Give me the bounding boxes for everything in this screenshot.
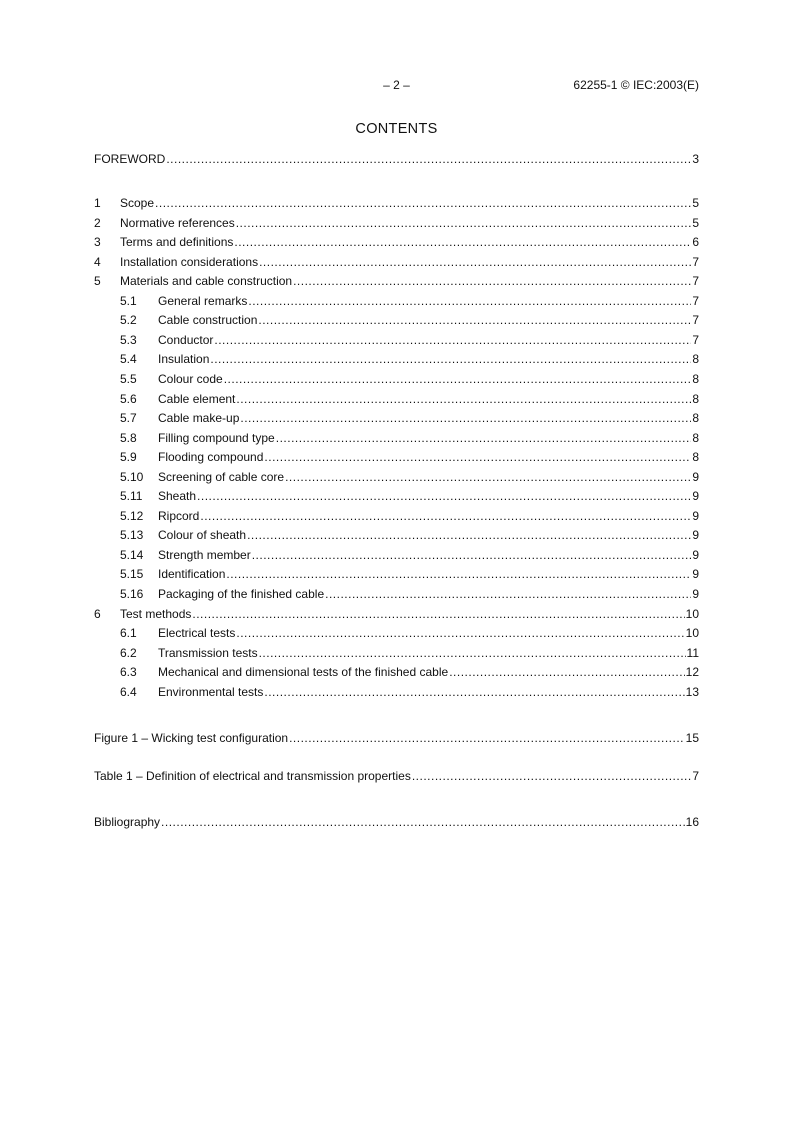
toc-leader-dots <box>276 430 692 446</box>
toc-entry[interactable] <box>120 371 699 387</box>
toc-entry[interactable] <box>94 151 699 167</box>
toc-entry-page: 10 <box>685 626 699 640</box>
toc-entry[interactable] <box>120 332 699 348</box>
contents-title: CONTENTS <box>355 121 438 137</box>
toc-entry-title: Figure 1 – Wicking test configuration <box>94 731 289 745</box>
toc-entry[interactable] <box>94 730 699 746</box>
toc-entry-page: 8 <box>692 450 699 464</box>
toc-entry-number: 5.3 <box>120 333 137 347</box>
toc-leader-dots <box>264 449 691 465</box>
toc-entry[interactable] <box>120 488 699 504</box>
toc-entry-number: 5.1 <box>120 294 137 308</box>
toc-entry-page: 5 <box>692 216 699 230</box>
toc-entry-page: 7 <box>692 333 699 347</box>
document-reference: 62255-1 © IEC:2003(E) <box>573 78 699 92</box>
toc-entry-page: 8 <box>692 352 699 366</box>
toc-entry-number: 5.9 <box>120 450 137 464</box>
toc-entry[interactable] <box>94 195 699 211</box>
toc-entry-title: Sheath <box>158 489 197 503</box>
toc-entry[interactable] <box>120 312 699 328</box>
toc-entry-number: 2 <box>94 216 101 230</box>
toc-entry-page: 8 <box>692 392 699 406</box>
toc-entry-title: General remarks <box>158 294 248 308</box>
page-number: – 2 – <box>383 78 410 92</box>
toc-leader-dots <box>200 508 691 524</box>
toc-leader-dots <box>449 664 684 680</box>
toc-entry-title: Flooding compound <box>158 450 264 464</box>
toc-leader-dots <box>236 391 691 407</box>
toc-entry-page: 8 <box>692 431 699 445</box>
toc-entry[interactable] <box>120 566 699 582</box>
toc-entry-number: 5.11 <box>120 489 143 503</box>
toc-entry-number: 5.14 <box>120 548 144 562</box>
toc-entry-title: Materials and cable construction <box>120 274 293 288</box>
toc-entry-number: 6.3 <box>120 665 137 679</box>
toc-leader-dots <box>252 547 692 563</box>
toc-entry[interactable] <box>120 351 699 367</box>
toc-entry-page: 16 <box>685 815 699 829</box>
toc-entry-title: Screening of cable core <box>158 470 285 484</box>
toc-leader-dots <box>155 195 691 211</box>
toc-entry-number: 5.10 <box>120 470 144 484</box>
toc-entry-title: Colour code <box>158 372 223 386</box>
toc-entry-page: 9 <box>692 548 699 562</box>
toc-entry-number: 6.2 <box>120 646 137 660</box>
toc-entry-page: 7 <box>692 274 699 288</box>
toc-entry-page: 8 <box>692 372 699 386</box>
toc-entry-title: Packaging of the finished cable <box>158 587 325 601</box>
toc-entry-number: 3 <box>94 235 101 249</box>
toc-entry-title: Strength member <box>158 548 251 562</box>
toc-entry[interactable] <box>120 430 699 446</box>
toc-entry-number: 5.5 <box>120 372 137 386</box>
toc-entry-title: Electrical tests <box>158 626 236 640</box>
toc-entry-title: Bibliography <box>94 815 161 829</box>
toc-entry-number: 5.7 <box>120 411 137 425</box>
toc-entry-title: Insulation <box>158 352 210 366</box>
toc-entry[interactable] <box>94 768 699 784</box>
toc-entry-title: Test methods <box>120 607 192 621</box>
toc-entry[interactable] <box>94 234 699 250</box>
toc-entry-page: 9 <box>692 587 699 601</box>
toc-entry-page: 11 <box>686 646 699 660</box>
toc-entry[interactable] <box>120 410 699 426</box>
toc-entry-number: 5.13 <box>120 528 144 542</box>
toc-leader-dots <box>264 684 684 700</box>
toc-entry-page: 7 <box>692 769 699 783</box>
toc-entry-title: Filling compound type <box>158 431 275 445</box>
toc-entry[interactable] <box>120 664 699 680</box>
toc-entry-page: 3 <box>692 152 699 166</box>
toc-leader-dots <box>259 254 691 270</box>
toc-leader-dots <box>210 351 691 367</box>
toc-leader-dots <box>248 293 691 309</box>
toc-entry-title: Normative references <box>120 216 235 230</box>
toc-entry-number: 5.12 <box>120 509 144 523</box>
toc-entry[interactable] <box>120 469 699 485</box>
toc-entry-title: Scope <box>120 196 155 210</box>
toc-leader-dots <box>214 332 691 348</box>
toc-leader-dots <box>293 273 691 289</box>
toc-entry-number: 4 <box>94 255 101 269</box>
toc-entry-page: 13 <box>685 685 699 699</box>
page-header <box>94 78 699 94</box>
toc-leader-dots <box>234 234 691 250</box>
toc-entry-title: Transmission tests <box>158 646 258 660</box>
toc-entry-page: 9 <box>692 509 699 523</box>
toc-leader-dots <box>226 566 691 582</box>
toc-entry[interactable] <box>120 293 699 309</box>
toc-entry-page: 7 <box>692 255 699 269</box>
toc-leader-dots <box>197 488 691 504</box>
toc-entry-title: Cable make-up <box>158 411 240 425</box>
toc-entry-page: 7 <box>692 313 699 327</box>
toc-entry-number: 5.6 <box>120 392 137 406</box>
toc-entry[interactable] <box>120 508 699 524</box>
toc-leader-dots <box>325 586 691 602</box>
toc-entry-page: 6 <box>692 235 699 249</box>
toc-entry-title: Identification <box>158 567 226 581</box>
toc-leader-dots <box>259 645 686 661</box>
toc-leader-dots <box>412 768 691 784</box>
toc-entry-page: 9 <box>692 567 699 581</box>
toc-leader-dots <box>224 371 692 387</box>
toc-entry-number: 5.16 <box>120 587 144 601</box>
toc-leader-dots <box>240 410 691 426</box>
toc-entry-page: 8 <box>692 411 699 425</box>
toc-entry-number: 6.4 <box>120 685 137 699</box>
toc-entry-title: Colour of sheath <box>158 528 247 542</box>
toc-leader-dots <box>161 814 685 830</box>
toc-entry[interactable] <box>94 814 699 830</box>
toc-entry-title: Table 1 – Definition of electrical and transmission properties <box>94 769 411 783</box>
toc-entry-title: Ripcord <box>158 509 200 523</box>
toc-leader-dots <box>236 625 684 641</box>
toc-leader-dots <box>258 312 691 328</box>
toc-entry-number: 1 <box>94 196 101 210</box>
toc-entry[interactable] <box>120 684 699 700</box>
toc-entry[interactable] <box>120 449 699 465</box>
toc-entry[interactable] <box>94 606 699 622</box>
toc-entry-page: 10 <box>685 607 699 621</box>
toc-entry[interactable] <box>94 254 699 270</box>
toc-entry[interactable] <box>94 273 699 289</box>
toc-entry-page: 9 <box>692 470 699 484</box>
toc-entry-title: Cable construction <box>158 313 258 327</box>
toc-entry-number: 5.8 <box>120 431 137 445</box>
toc-entry-title: Environmental tests <box>158 685 264 699</box>
toc-entry-page: 15 <box>685 731 699 745</box>
toc-entry-page: 5 <box>692 196 699 210</box>
toc-entry-title: Mechanical and dimensional tests of the finished cable <box>158 665 449 679</box>
toc-entry-page: 12 <box>685 665 699 679</box>
toc-entry[interactable] <box>120 586 699 602</box>
toc-entry-title: Terms and definitions <box>120 235 234 249</box>
toc-entry-page: 7 <box>692 294 699 308</box>
toc-entry-page: 9 <box>692 489 699 503</box>
toc-entry-number: 5.2 <box>120 313 137 327</box>
toc-entry-title: Installation considerations <box>120 255 259 269</box>
toc-leader-dots <box>289 730 685 746</box>
toc-entry-number: 6.1 <box>120 626 137 640</box>
toc-leader-dots <box>247 527 691 543</box>
toc-entry[interactable] <box>94 215 699 231</box>
toc-entry[interactable] <box>120 391 699 407</box>
toc-entry-number: 5 <box>94 274 101 288</box>
toc-entry[interactable] <box>120 625 699 641</box>
toc-leader-dots <box>166 151 691 167</box>
toc-entry-number: 5.4 <box>120 352 137 366</box>
toc-leader-dots <box>192 606 684 622</box>
toc-entry[interactable] <box>120 547 699 563</box>
toc-entry[interactable] <box>120 527 699 543</box>
toc-entry-title: FOREWORD <box>94 152 166 166</box>
toc-entry-title: Conductor <box>158 333 214 347</box>
toc-entry-number: 6 <box>94 607 101 621</box>
toc-leader-dots <box>285 469 691 485</box>
toc-entry-title: Cable element <box>158 392 236 406</box>
toc-entry[interactable] <box>120 645 699 661</box>
toc-leader-dots <box>236 215 692 231</box>
toc-entry-page: 9 <box>692 528 699 542</box>
toc-entry-number: 5.15 <box>120 567 144 581</box>
